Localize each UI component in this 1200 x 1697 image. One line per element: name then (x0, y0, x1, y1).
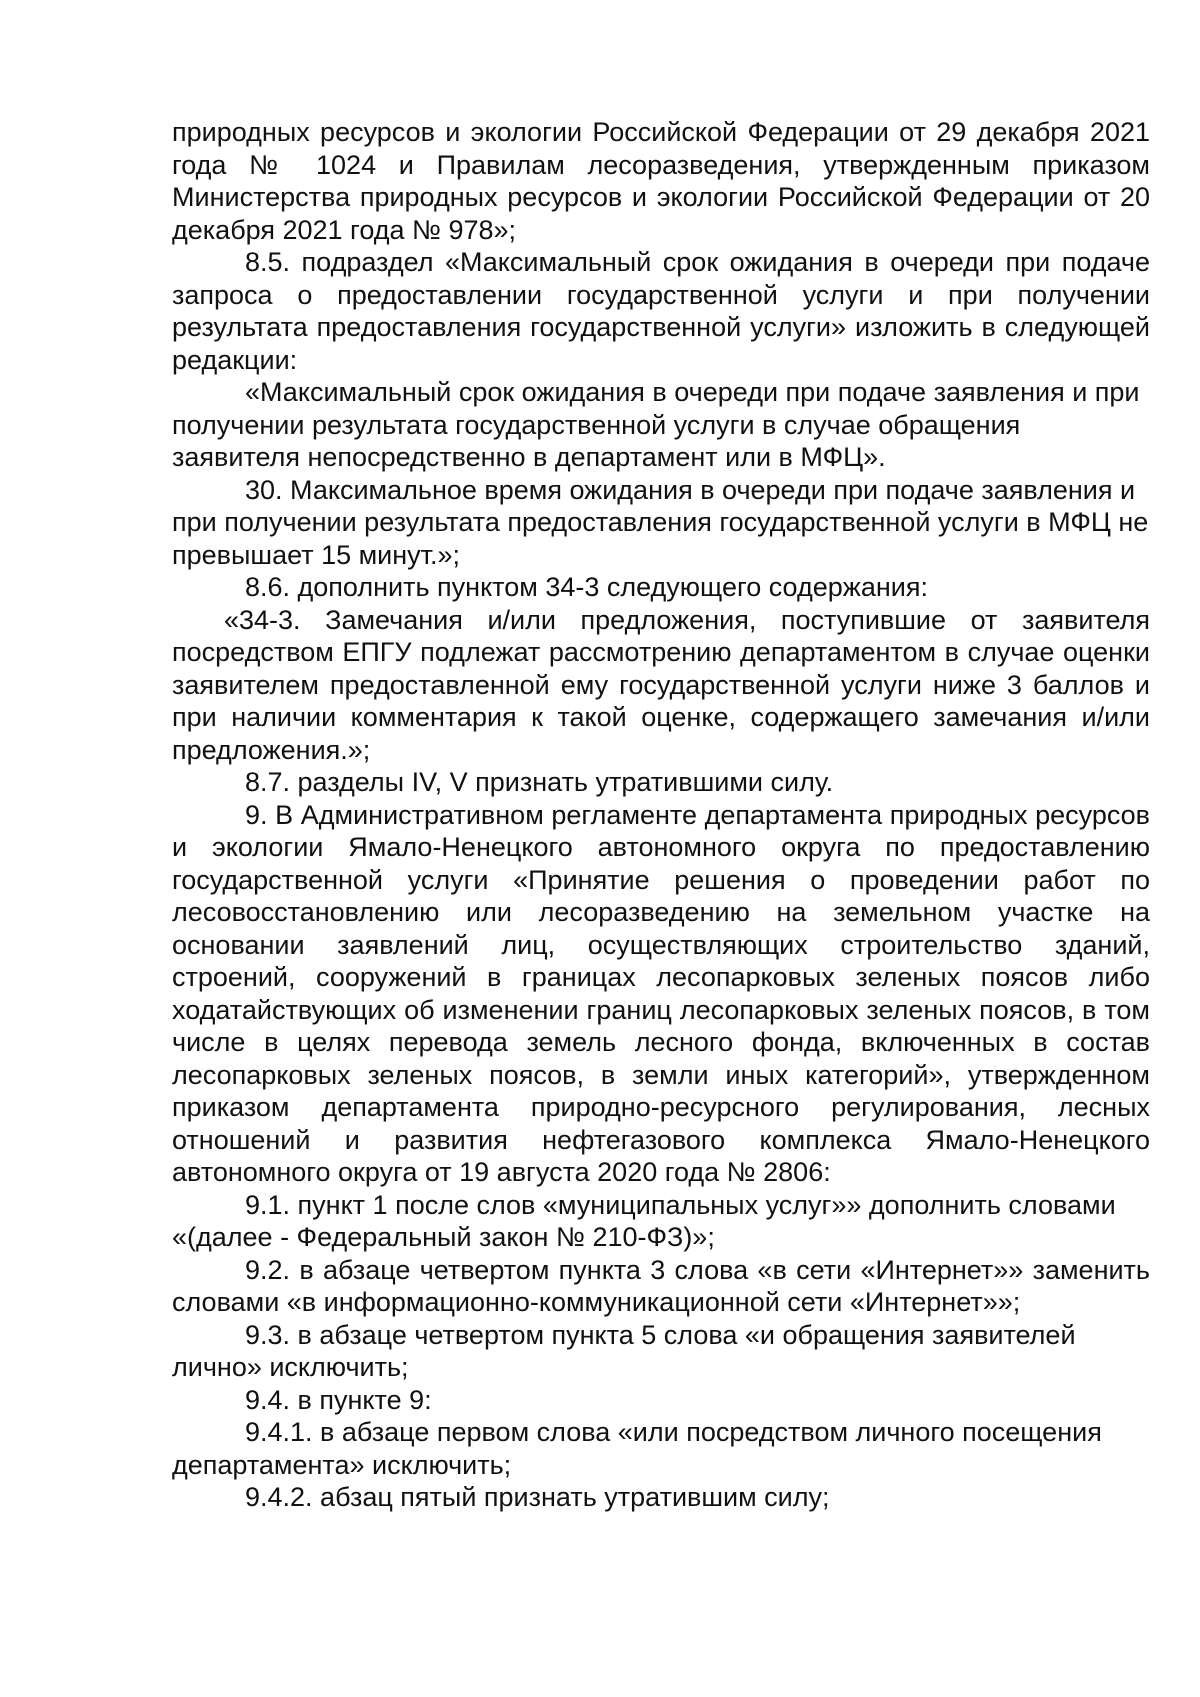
paragraph-8-5: 8.5. подраздел «Максимальный срок ожидания в очереди при подаче запроса о предоставлении государственной услуги и при получении результата предоставления государственной услуги» изложить в следующей редакции: (172, 247, 1150, 375)
paragraph-9: 9. В Административном регламенте департамента природных ресурсов и экологии Ямало-Ненецкого автономного округа по предоставлению государственной услуги «Принятие решения о проведении работ по лесовосстановлению или лесоразведению на земельном участке на основании заявлений лиц, осуществляющих строительство зданий, строений, сооружений в границах лесопарковых зеленых поясов либо ходатайствующих об изменении границ лесопарковых зеленых поясов, в том числе в целях перевода земель лесного фонда, включенных в состав лесопарковых зеленых поясов, в земли иных категорий», утвержденном приказом департамента природно-ресурсного регулирования, лесных отношений и развития нефтегазового комплекса Ямало-Ненецкого автономного округа от 19 августа 2020 года № 2806: (172, 799, 1150, 1187)
paragraph-9-1: 9.1. пункт 1 после слов «муниципальных услуг»» дополнить словами «(далее - Федеральный закон № 210-ФЗ)»; (172, 1189, 1116, 1252)
paragraph-9-2: 9.2. в абзаце четвертом пункта 3 слова «в сети «Интернет»» заменить словами «в информационно-коммуникационной сети «Интернет»»; (172, 1254, 1150, 1317)
paragraph-30: 30. Максимальное время ожидания в очереди при подаче заявления и при получении результата предоставления государственной услуги в МФЦ не превышает 15 минут.»; (172, 474, 1149, 570)
paragraph-continuation: природных ресурсов и экологии Российской Федерации от 29 декабря 2021 года № 1024 и Правилам лесоразведения, утвержденным приказом Министерства природных ресурсов и экологии Российской Федерации от 20 декабря 2021 года № 978»; (172, 117, 1150, 245)
document-page (172, 116, 1150, 1514)
paragraph-9-4-2: 9.4.2. абзац пятый признать утратившим силу; (245, 1482, 830, 1512)
paragraph-quote-heading: «Максимальный срок ожидания в очереди при подаче заявления и при получении результата государственной услуги в случае обращения заявителя непосредственно в департамент или в МФЦ». (172, 377, 1140, 472)
paragraph-9-4-1: 9.4.1. в абзаце первом слова «или посредством личного посещения департамента» исключить; (172, 1417, 1102, 1480)
paragraph-8-7: 8.7. разделы IV, V признать утратившими силу. (245, 767, 834, 797)
paragraph-9-3: 9.3. в абзаце четвертом пункта 5 слова «и обращения заявителей лично» исключить; (172, 1319, 1076, 1382)
paragraph-34-3: «34-3. Замечания и/или предложения, поступившие от заявителя посредством ЕПГУ подлежат рассмотрению департаментом в случае оценки заявителем предоставленной ему государственной услуги ниже 3 баллов и при наличии комментария к такой оценке, содержащего замечания и/или предложения.»; (172, 604, 1150, 765)
paragraph-9-4: 9.4. в пункте 9: (245, 1384, 432, 1415)
paragraph-8-6: 8.6. дополнить пунктом 34-3 следующего содержания: (245, 572, 928, 602)
